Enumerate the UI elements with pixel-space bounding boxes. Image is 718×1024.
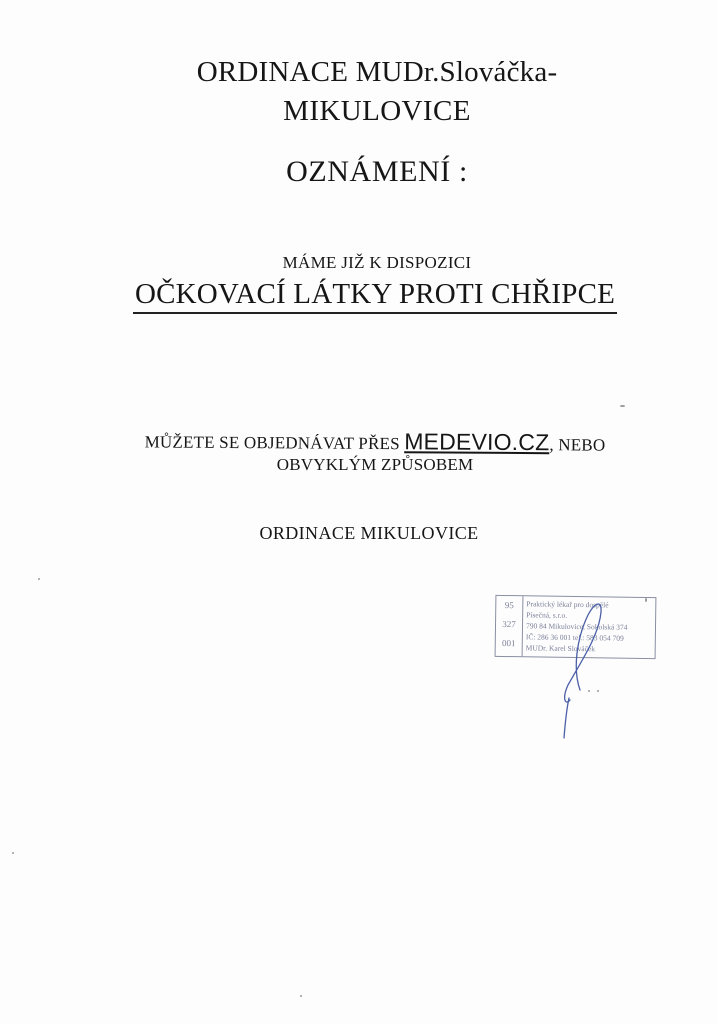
stamp-line: Praktický lékař pro dospělé xyxy=(526,599,609,610)
stamp-code: 001 xyxy=(501,637,516,649)
availability-intro: MÁME JIŽ K DISPOZICI xyxy=(282,253,472,272)
scan-speck xyxy=(12,852,14,854)
vaccine-headline xyxy=(16,278,718,314)
ordering-line1 xyxy=(16,425,718,457)
announcement-heading: OZNÁMENÍ : xyxy=(286,155,468,188)
stamp-line: Písečná, s.r.o. xyxy=(526,610,568,620)
ordering-prefix: MŮŽETE SE OBJEDNÁVAT PŘES xyxy=(144,432,405,454)
stamp-code: 327 xyxy=(502,618,516,630)
stamp-line: IČ: 286 36 001 tel.: 583 054 709 xyxy=(525,632,624,643)
stamp-line: MUDr. Karel Slováček xyxy=(525,643,596,654)
scan-speck xyxy=(38,578,40,580)
ordering-suffix: , NEBO xyxy=(549,435,606,455)
scan-speck xyxy=(645,598,647,602)
scan-speck xyxy=(620,405,625,407)
stamp-codes xyxy=(496,596,524,656)
office-signoff: ORDINACE MIKULOVICE xyxy=(259,523,479,543)
stamp-line: 790 84 Mikulovice, Sokolská 374 xyxy=(525,621,628,632)
ordering-line2: OBVYKLÝM ZPŮSOBEM xyxy=(276,455,474,474)
scan-speck xyxy=(300,995,302,997)
medevio-link[interactable]: MEDEVIO.CZ xyxy=(404,428,550,456)
clinic-title-line2: MIKULOVICE xyxy=(283,95,471,127)
handwritten-signature xyxy=(540,590,630,740)
clinic-title-line1: ORDINACE MUDr.Slováčka- xyxy=(196,56,558,88)
scan-speck xyxy=(597,690,599,692)
vaccine-headline-text: OČKOVACÍ LÁTKY PROTI CHŘIPCE xyxy=(133,278,617,314)
scan-speck xyxy=(588,690,590,692)
stamp-code: 95 xyxy=(504,600,514,611)
